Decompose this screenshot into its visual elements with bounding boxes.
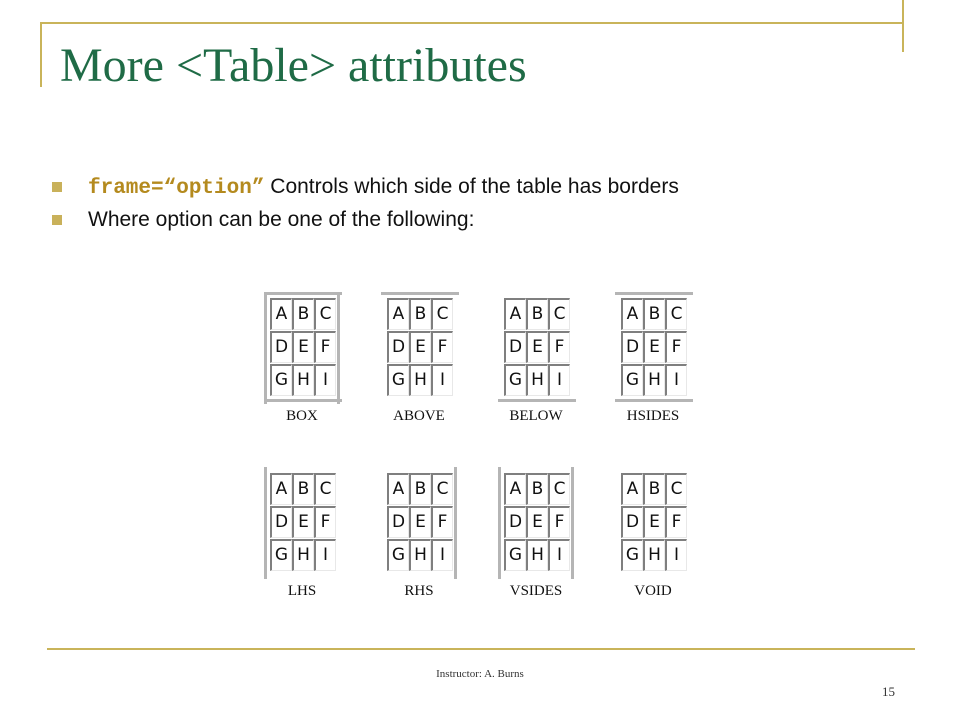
table-cell: E bbox=[292, 506, 314, 538]
table-cell: H bbox=[526, 539, 548, 571]
table-cell: F bbox=[548, 506, 570, 538]
table-cell: F bbox=[314, 331, 336, 363]
table-cell: C bbox=[665, 298, 687, 330]
frame-example-rhs bbox=[379, 465, 459, 615]
table-cell: H bbox=[409, 539, 431, 571]
top-right-rule bbox=[902, 0, 904, 52]
table-cell: H bbox=[643, 364, 665, 396]
table-cell: B bbox=[292, 298, 314, 330]
table-cell: B bbox=[409, 298, 431, 330]
table-cell: F bbox=[431, 331, 453, 363]
table-cell: F bbox=[431, 506, 453, 538]
table-cell: B bbox=[409, 473, 431, 505]
slide-title: More <Table> attributes bbox=[60, 39, 527, 92]
table-cell: A bbox=[621, 473, 643, 505]
table-cell: C bbox=[548, 298, 570, 330]
table-cell: G bbox=[504, 539, 526, 571]
table-cell: E bbox=[643, 331, 665, 363]
table-cell: D bbox=[621, 331, 643, 363]
table-cell: I bbox=[665, 364, 687, 396]
frame-label: VSIDES bbox=[509, 583, 563, 599]
bottom-rule bbox=[47, 648, 915, 650]
frame-example-hsides bbox=[613, 290, 693, 440]
table-cell: E bbox=[409, 506, 431, 538]
footer-instructor: Instructor: A. Burns bbox=[436, 668, 524, 680]
bullet-text: Where option can be one of the following: bbox=[88, 208, 475, 231]
table-cell: D bbox=[621, 506, 643, 538]
frame-border-right bbox=[571, 467, 574, 579]
table-cell: C bbox=[665, 473, 687, 505]
table-cell: D bbox=[504, 331, 526, 363]
top-rule bbox=[40, 22, 902, 24]
table-cell: I bbox=[548, 364, 570, 396]
table-cell: I bbox=[431, 539, 453, 571]
table-cell: E bbox=[409, 331, 431, 363]
sample-table bbox=[266, 469, 338, 577]
table-cell: G bbox=[621, 364, 643, 396]
table-cell: A bbox=[621, 298, 643, 330]
frame-border-right bbox=[454, 467, 457, 579]
table-cell: A bbox=[504, 473, 526, 505]
bullet-text: Controls which side of the table has borders bbox=[264, 175, 679, 198]
table-cell: I bbox=[431, 364, 453, 396]
table-cell: G bbox=[387, 539, 409, 571]
table-cell: B bbox=[526, 473, 548, 505]
table-cell: H bbox=[526, 364, 548, 396]
table-cell: A bbox=[387, 473, 409, 505]
sample-table bbox=[617, 469, 689, 577]
table-cell: F bbox=[665, 331, 687, 363]
table-cell: E bbox=[643, 506, 665, 538]
table-cell: D bbox=[270, 506, 292, 538]
table-cell: I bbox=[314, 364, 336, 396]
frame-example-above bbox=[379, 290, 459, 440]
page-number: 15 bbox=[882, 684, 895, 699]
frame-example-below bbox=[496, 290, 576, 440]
frame-border-bottom bbox=[615, 399, 693, 402]
table-cell: G bbox=[270, 364, 292, 396]
frame-border-left bbox=[264, 292, 267, 404]
frame-label: RHS bbox=[404, 583, 434, 599]
frame-border-top bbox=[264, 292, 342, 295]
frame-border-right bbox=[337, 292, 340, 404]
table-cell: B bbox=[643, 473, 665, 505]
table-cell: H bbox=[409, 364, 431, 396]
frame-border-top bbox=[615, 292, 693, 295]
bullet-marker-icon bbox=[52, 182, 62, 192]
table-cell: C bbox=[431, 298, 453, 330]
sample-table bbox=[500, 469, 572, 577]
bullet-marker-icon bbox=[52, 215, 62, 225]
frame-example-box bbox=[262, 290, 342, 440]
table-cell: H bbox=[292, 539, 314, 571]
table-cell: F bbox=[548, 331, 570, 363]
table-cell: A bbox=[387, 298, 409, 330]
table-cell: E bbox=[526, 331, 548, 363]
table-cell: E bbox=[526, 506, 548, 538]
frame-border-bottom bbox=[498, 399, 576, 402]
table-cell: D bbox=[504, 506, 526, 538]
frame-example-void bbox=[613, 465, 693, 615]
bullet-code: frame=“option” bbox=[88, 177, 265, 200]
table-cell: D bbox=[270, 331, 292, 363]
sample-table bbox=[266, 294, 338, 402]
sample-table bbox=[500, 294, 572, 402]
frame-label: VOID bbox=[634, 583, 672, 599]
frame-border-bottom bbox=[264, 399, 342, 402]
frame-border-left bbox=[264, 467, 267, 579]
frame-label: ABOVE bbox=[393, 408, 445, 424]
table-cell: A bbox=[270, 298, 292, 330]
frame-label: BOX bbox=[286, 408, 318, 424]
table-cell: A bbox=[504, 298, 526, 330]
table-cell: H bbox=[292, 364, 314, 396]
sample-table bbox=[383, 469, 455, 577]
table-cell: B bbox=[526, 298, 548, 330]
frame-label: BELOW bbox=[509, 408, 563, 424]
table-cell: B bbox=[643, 298, 665, 330]
frame-border-top bbox=[381, 292, 459, 295]
table-cell: E bbox=[292, 331, 314, 363]
table-cell: I bbox=[314, 539, 336, 571]
frame-example-vsides bbox=[496, 465, 576, 615]
frame-example-lhs bbox=[262, 465, 342, 615]
frame-border-left bbox=[498, 467, 501, 579]
frame-options-figure bbox=[262, 290, 712, 620]
bullet-list bbox=[48, 170, 679, 236]
table-cell: D bbox=[387, 331, 409, 363]
table-cell: G bbox=[387, 364, 409, 396]
left-rule bbox=[40, 22, 42, 87]
table-cell: G bbox=[621, 539, 643, 571]
table-cell: I bbox=[665, 539, 687, 571]
bullet-item bbox=[48, 170, 679, 203]
table-cell: I bbox=[548, 539, 570, 571]
table-cell: A bbox=[270, 473, 292, 505]
table-cell: F bbox=[665, 506, 687, 538]
sample-table bbox=[383, 294, 455, 402]
table-cell: B bbox=[292, 473, 314, 505]
sample-table bbox=[617, 294, 689, 402]
table-cell: C bbox=[314, 473, 336, 505]
table-cell: G bbox=[270, 539, 292, 571]
frame-label: LHS bbox=[287, 583, 317, 599]
bullet-item bbox=[48, 203, 679, 236]
table-cell: C bbox=[314, 298, 336, 330]
table-cell: F bbox=[314, 506, 336, 538]
table-cell: D bbox=[387, 506, 409, 538]
table-cell: C bbox=[431, 473, 453, 505]
table-cell: G bbox=[504, 364, 526, 396]
table-cell: H bbox=[643, 539, 665, 571]
frame-label: HSIDES bbox=[626, 408, 680, 424]
table-cell: C bbox=[548, 473, 570, 505]
